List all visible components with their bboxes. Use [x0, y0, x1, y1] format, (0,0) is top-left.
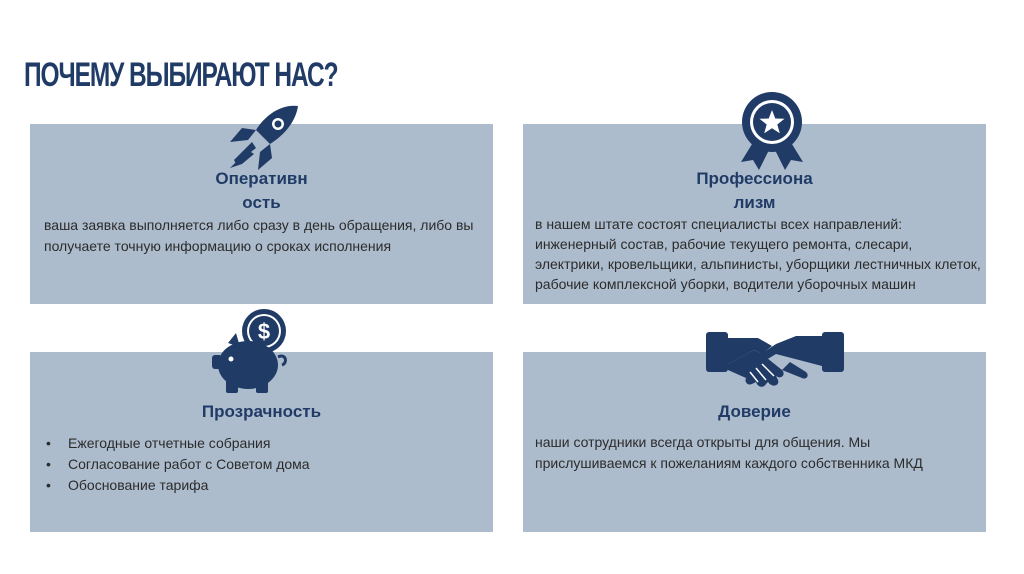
- award-ribbon-icon: [737, 92, 807, 170]
- card-heading: [523, 167, 986, 215]
- card-text: наши сотрудники всегда открыты для общения. Мы прислушиваемся к пожеланиям каждого собственника МКД: [535, 434, 923, 471]
- card-heading-line: лизм: [733, 193, 776, 212]
- card-heading-line: Оперативн: [215, 169, 308, 188]
- card-heading: [30, 167, 493, 215]
- card-text: в нашем штате состоят специалисты всех направлений: инженерный состав, рабочие текущего ремонта, слесари, электрики, кровельщики, альпинисты, уборщики лестничных клеток, рабочие комплексной уборки, водители уборочных машин: [535, 216, 981, 292]
- card-text: ваша заявка выполняется либо сразу в день обращения, либо вы получаете точную информацию о сроках исполнения: [44, 217, 474, 254]
- handshake-icon: [706, 330, 844, 388]
- list-item: • Согласование работ с Советом дома: [68, 454, 498, 475]
- card-heading-line: Профессиона: [696, 169, 813, 188]
- rocket-icon: [226, 102, 302, 170]
- card-bullet-list: [44, 433, 498, 496]
- card-heading: Доверие: [718, 402, 791, 421]
- card-heading-line: ость: [242, 193, 281, 212]
- list-item: • Обоснование тарифа: [68, 475, 498, 496]
- slide-title: ПОЧЕМУ ВЫБИРАЮТ НАС?: [24, 56, 338, 94]
- piggy-bank-dollar-icon: [210, 307, 290, 393]
- card-heading: Прозрачность: [201, 402, 322, 421]
- list-item: • Ежегодные отчетные собрания: [68, 433, 498, 454]
- dollar-sign: $: [257, 319, 271, 344]
